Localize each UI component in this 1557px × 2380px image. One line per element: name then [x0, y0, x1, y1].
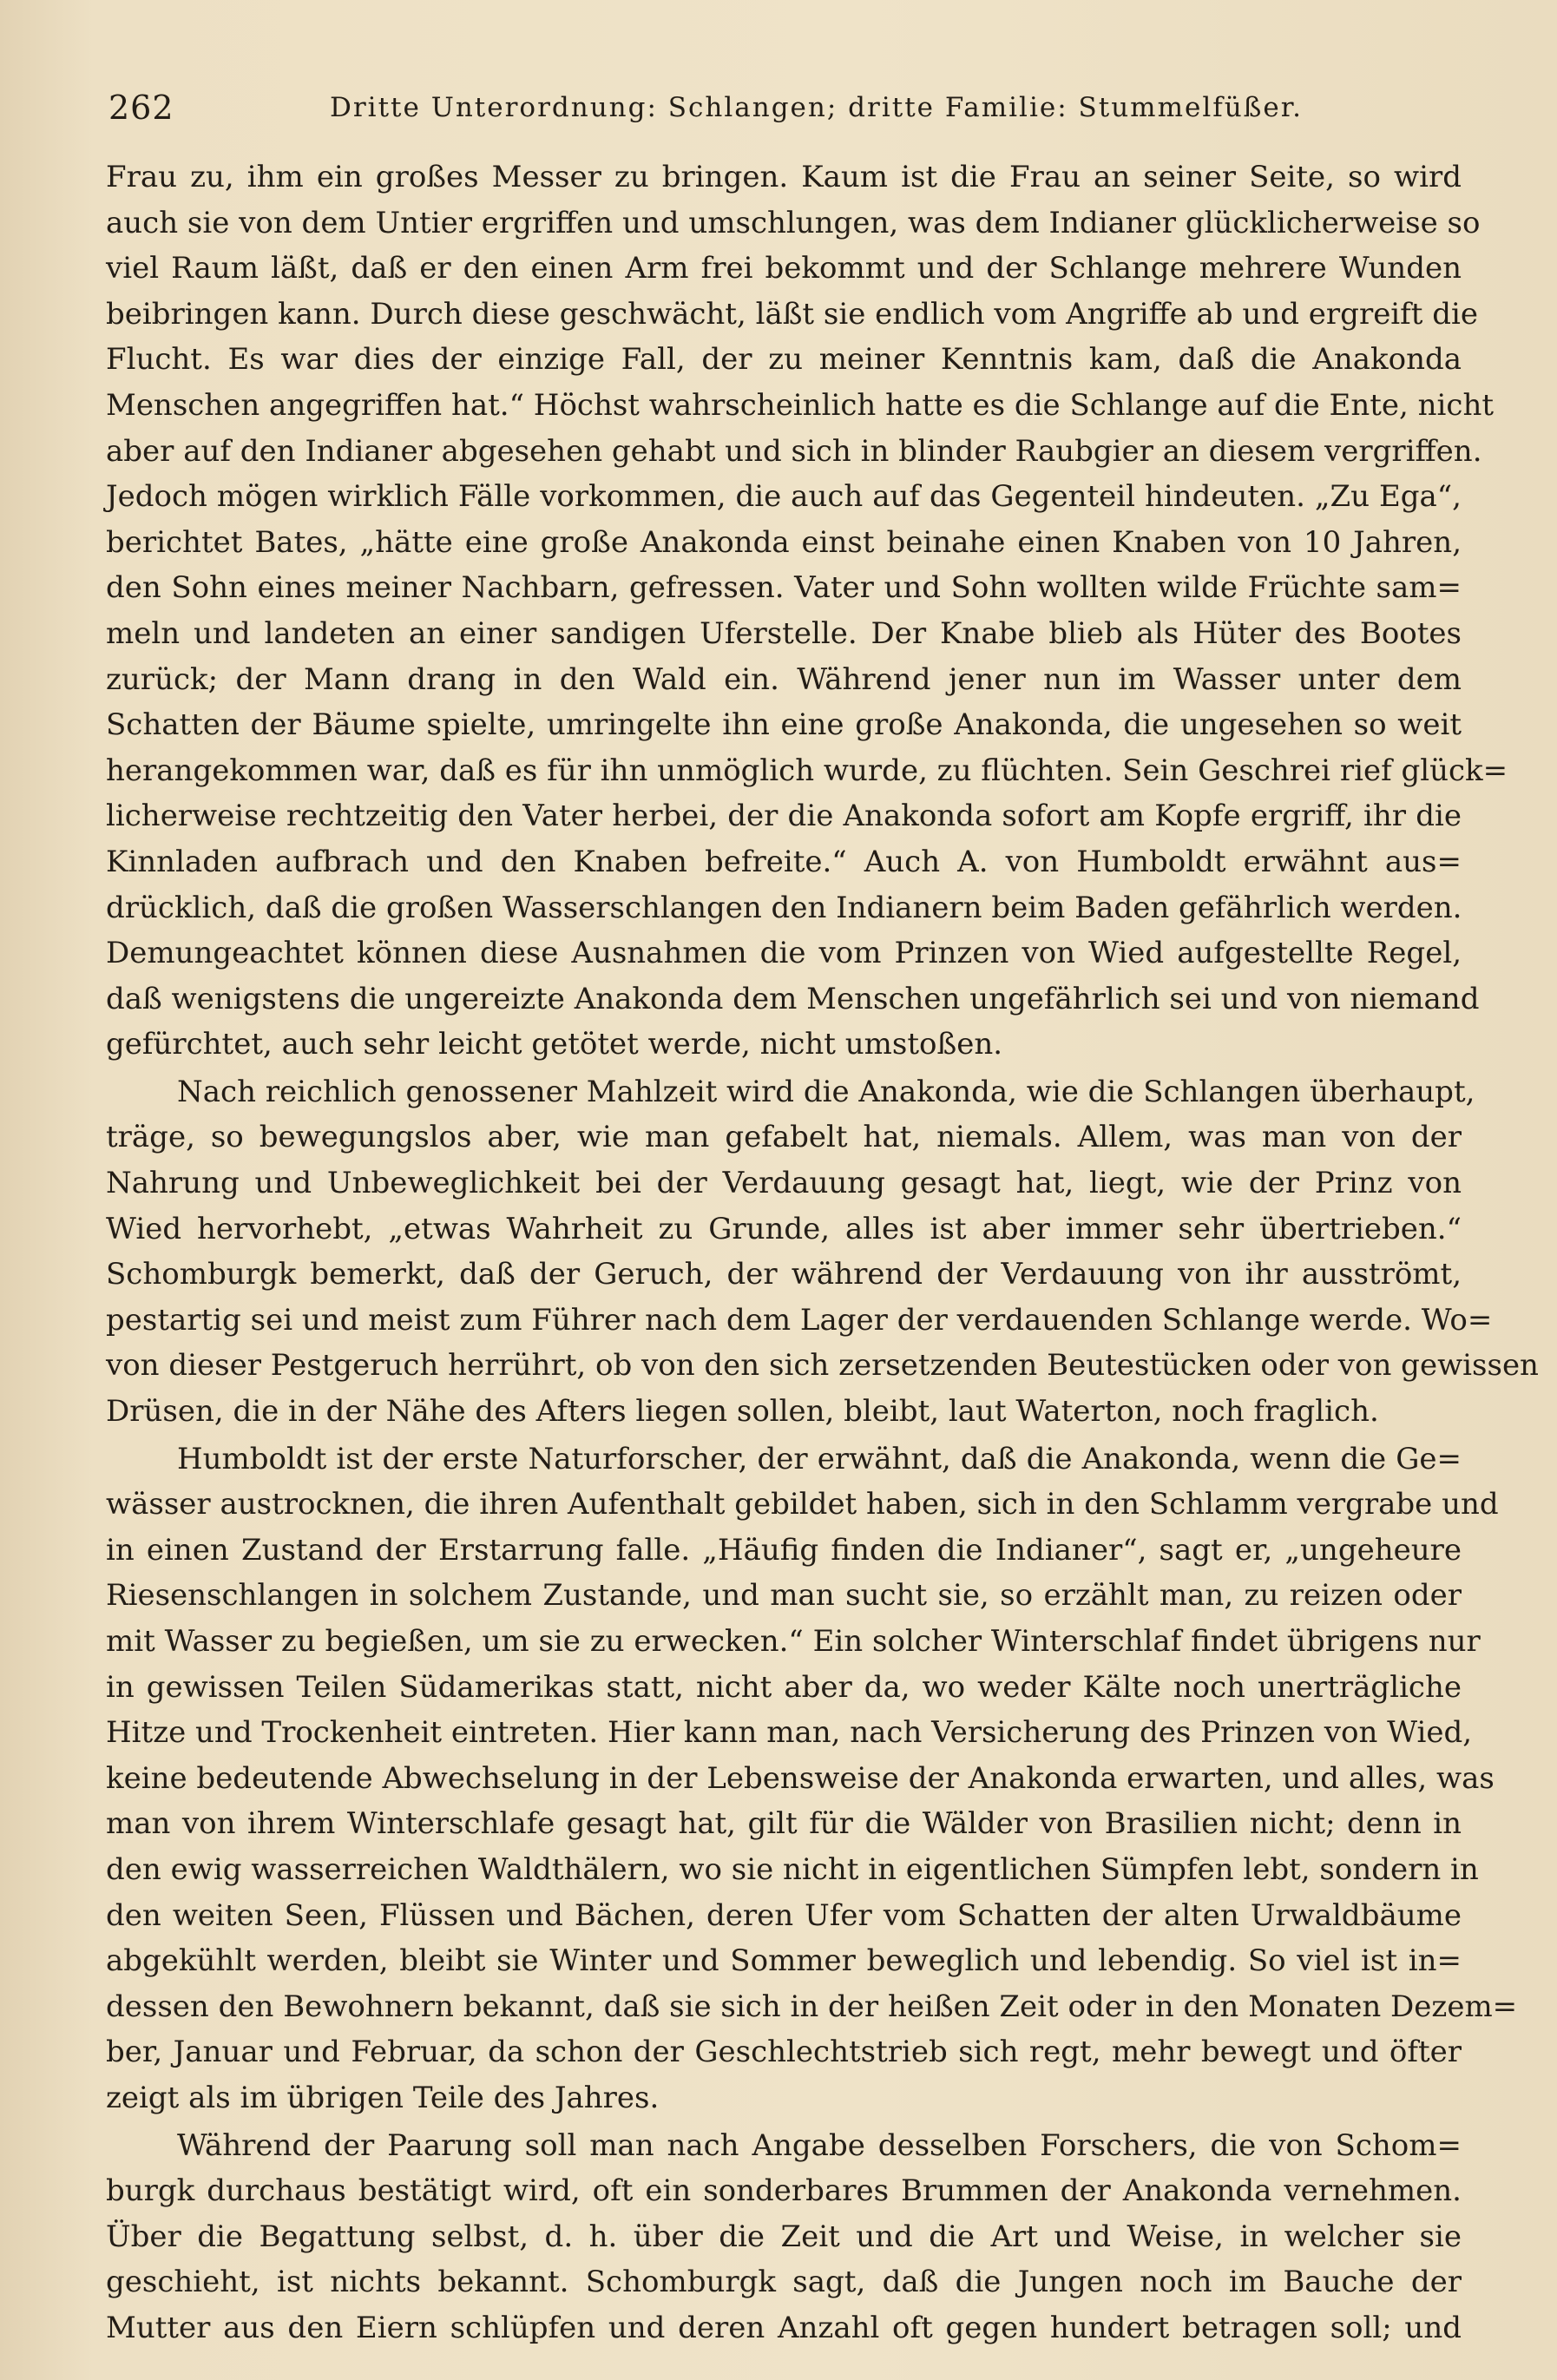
text-line: licherweise rechtzeitig den Vater herbei, der die Anakonda sofort am Kopfe ergriff, ihr die — [106, 799, 1462, 834]
text-line: pestartig sei und meist zum Führer nach dem Lager der verdauenden Schlange werde. Wo= — [106, 1302, 1493, 1338]
text-line: Flucht. Es war dies der einzige Fall, der zu meiner Kenntnis kam, daß die Anakonda — [106, 342, 1462, 378]
text-line: den Sohn eines meiner Nachbarn, gefressen. Vater und Sohn wollten wilde Früchte sam= — [106, 570, 1462, 606]
text-line: drücklich, daß die großen Wasserschlangen den Indianern beim Baden gefährlich werden. — [106, 890, 1462, 925]
paragraph — [106, 1437, 1518, 2121]
text-line: man von ihrem Winterschlafe gesagt hat, gilt für die Wälder von Brasilien nicht; denn in — [106, 1806, 1462, 1842]
text-line: auch sie von dem Untier ergriffen und umschlungen, was dem Indianer glücklicherweise so — [106, 205, 1481, 240]
text-line: träge, so bewegungslos aber, wie man gefabelt hat, niemals. Allem, was man von der — [106, 1120, 1462, 1155]
text-line: Humboldt ist der erste Naturforscher, der erwähnt, daß die Anakonda, wenn die Ge= — [177, 1441, 1462, 1476]
text-line: Mutter aus den Eiern schlüpfen und deren Anzahl oft gegen hundert betragen soll; und — [106, 2310, 1462, 2345]
text-line: den weiten Seen, Flüssen und Bächen, deren Ufer vom Schatten der alten Urwaldbäume — [106, 1897, 1462, 1933]
text-line: burgk durchaus bestätigt wird, oft ein sonderbares Brummen der Anakonda vernehmen. — [106, 2173, 1462, 2209]
text-line: zurück; der Mann drang in den Wald ein. Während jener nun im Wasser unter dem — [106, 661, 1462, 697]
text-line: Demungeachtet können diese Ausnahmen die vom Prinzen von Wied aufgestellte Regel, — [106, 936, 1462, 971]
text-line: Über die Begattung selbst, d. h. über die Zeit und die Art und Weise, in welcher sie — [106, 2219, 1462, 2254]
paragraph — [106, 1069, 1539, 1435]
text-line: Menschen angegriffen hat.“ Höchst wahrscheinlich hatte es die Schlange auf die Ente, nicht — [106, 387, 1495, 423]
text-line: dessen den Bewohnern bekannt, daß sie sich in der heißen Zeit oder in den Monaten Dezem= — [106, 1989, 1518, 2024]
text-line: ber, Januar und Februar, da schon der Geschlechtstrieb sich regt, mehr bewegt und öfter — [106, 2035, 1462, 2070]
text-line: Kinnladen aufbrach und den Knaben befreite.“ Auch A. von Humboldt erwähnt aus= — [106, 844, 1462, 879]
text-line: abgekühlt werden, bleibt sie Winter und Sommer beweglich und lebendig. So viel ist in= — [106, 1943, 1462, 1979]
text-line: von dieser Pestgeruch herrührt, ob von den sich zersetzenden Beutestücken oder von gewissen — [106, 1348, 1539, 1384]
text-line: daß wenigstens die ungereizte Anakonda dem Menschen ungefährlich sei und von niemand — [106, 981, 1480, 1016]
text-line: wässer austrocknen, die ihren Aufenthalt gebildet haben, sich in den Schlamm vergrabe und — [106, 1487, 1499, 1522]
text-line: viel Raum läßt, daß er den einen Arm frei bekommt und der Schlange mehrere Wunden — [106, 251, 1462, 286]
text-line: mit Wasser zu begießen, um sie zu erwecken.“ Ein solcher Winterschlaf findet übrigens nur — [106, 1624, 1481, 1659]
text-line: Schomburgk bemerkt, daß der Geruch, der während der Verdauung von ihr ausströmt, — [106, 1257, 1462, 1292]
text-line: Nahrung und Unbeweglichkeit bei der Verdauung gesagt hat, liegt, wie der Prinz von — [106, 1166, 1462, 1201]
text-line: Schatten der Bäume spielte, umringelte ihn eine große Anakonda, die ungesehen so weit — [106, 707, 1462, 743]
text-line: zeigt als im übrigen Teile des Jahres. — [106, 2080, 660, 2115]
text-line: geschieht, ist nichts bekannt. Schomburgk sagt, daß die Jungen noch im Bauche der — [106, 2265, 1462, 2300]
page-number: 262 — [108, 89, 174, 127]
text-line: in einen Zustand der Erstarrung falle. „Häufig finden die Indianer“, sagt er, „ungeheure — [106, 1532, 1462, 1568]
text-line: meln und landeten an einer sandigen Uferstelle. Der Knabe blieb als Hüter des Bootes — [106, 615, 1462, 651]
paragraph — [106, 155, 1508, 1068]
text-line: den ewig wasserreichen Waldthälern, wo sie nicht in eigentlichen Sümpfen lebt, sondern in — [106, 1851, 1479, 1887]
text-line: herangekommen war, daß es für ihn unmöglich wurde, zu flüchten. Sein Geschrei rief glück= — [106, 753, 1508, 788]
paragraph — [106, 2123, 1462, 2351]
text-line: in gewissen Teilen Südamerikas statt, nicht aber da, wo weder Kälte noch unerträgliche — [106, 1669, 1462, 1705]
text-line: Während der Paarung soll man nach Angabe desselben Forschers, die von Schom= — [177, 2127, 1462, 2163]
text-line: aber auf den Indianer abgesehen gehabt und sich in blinder Raubgier an diesem vergriffen. — [106, 433, 1482, 469]
text-line: gefürchtet, auch sehr leicht getötet werde, nicht umstoßen. — [106, 1027, 1003, 1062]
text-line: beibringen kann. Durch diese geschwächt, läßt sie endlich vom Angriffe ab und ergreift die — [106, 296, 1478, 332]
text-line: Nach reichlich genossener Mahlzeit wird die Anakonda, wie die Schlangen überhaupt, — [177, 1074, 1475, 1109]
page-header — [108, 85, 1462, 128]
text-line: Frau zu, ihm ein großes Messer zu bringen. Kaum ist die Frau an seiner Seite, so wird — [106, 160, 1462, 194]
text-line: Drüsen, die in der Nähe des Afters liegen sollen, bleibt, laut Waterton, noch fraglich. — [106, 1394, 1379, 1430]
text-line: Hitze und Trockenheit eintreten. Hier kann man, nach Versicherung des Prinzen von Wied, — [106, 1715, 1473, 1751]
text-line: berichtet Bates, „hätte eine große Anakonda einst beinahe einen Knaben von 10 Jahren, — [106, 524, 1462, 560]
text-line: keine bedeutende Abwechselung in der Lebensweise der Anakonda erwarten, und alles, was — [106, 1760, 1495, 1796]
running-head: Dritte Unterordnung: Schlangen; dritte Familie: Stummelfüßer. — [330, 92, 1303, 123]
text-line: Riesenschlangen in solchem Zustande, und man sucht sie, so erzählt man, zu reizen oder — [106, 1578, 1462, 1614]
text-line: Jedoch mögen wirklich Fälle vorkommen, die auch auf das Gegenteil hindeuten. „Zu Ega“, — [106, 479, 1462, 515]
body-text — [106, 155, 1539, 2351]
text-line: Wied hervorhebt, „etwas Wahrheit zu Grunde, alles ist aber immer sehr übertrieben.“ — [106, 1211, 1462, 1246]
